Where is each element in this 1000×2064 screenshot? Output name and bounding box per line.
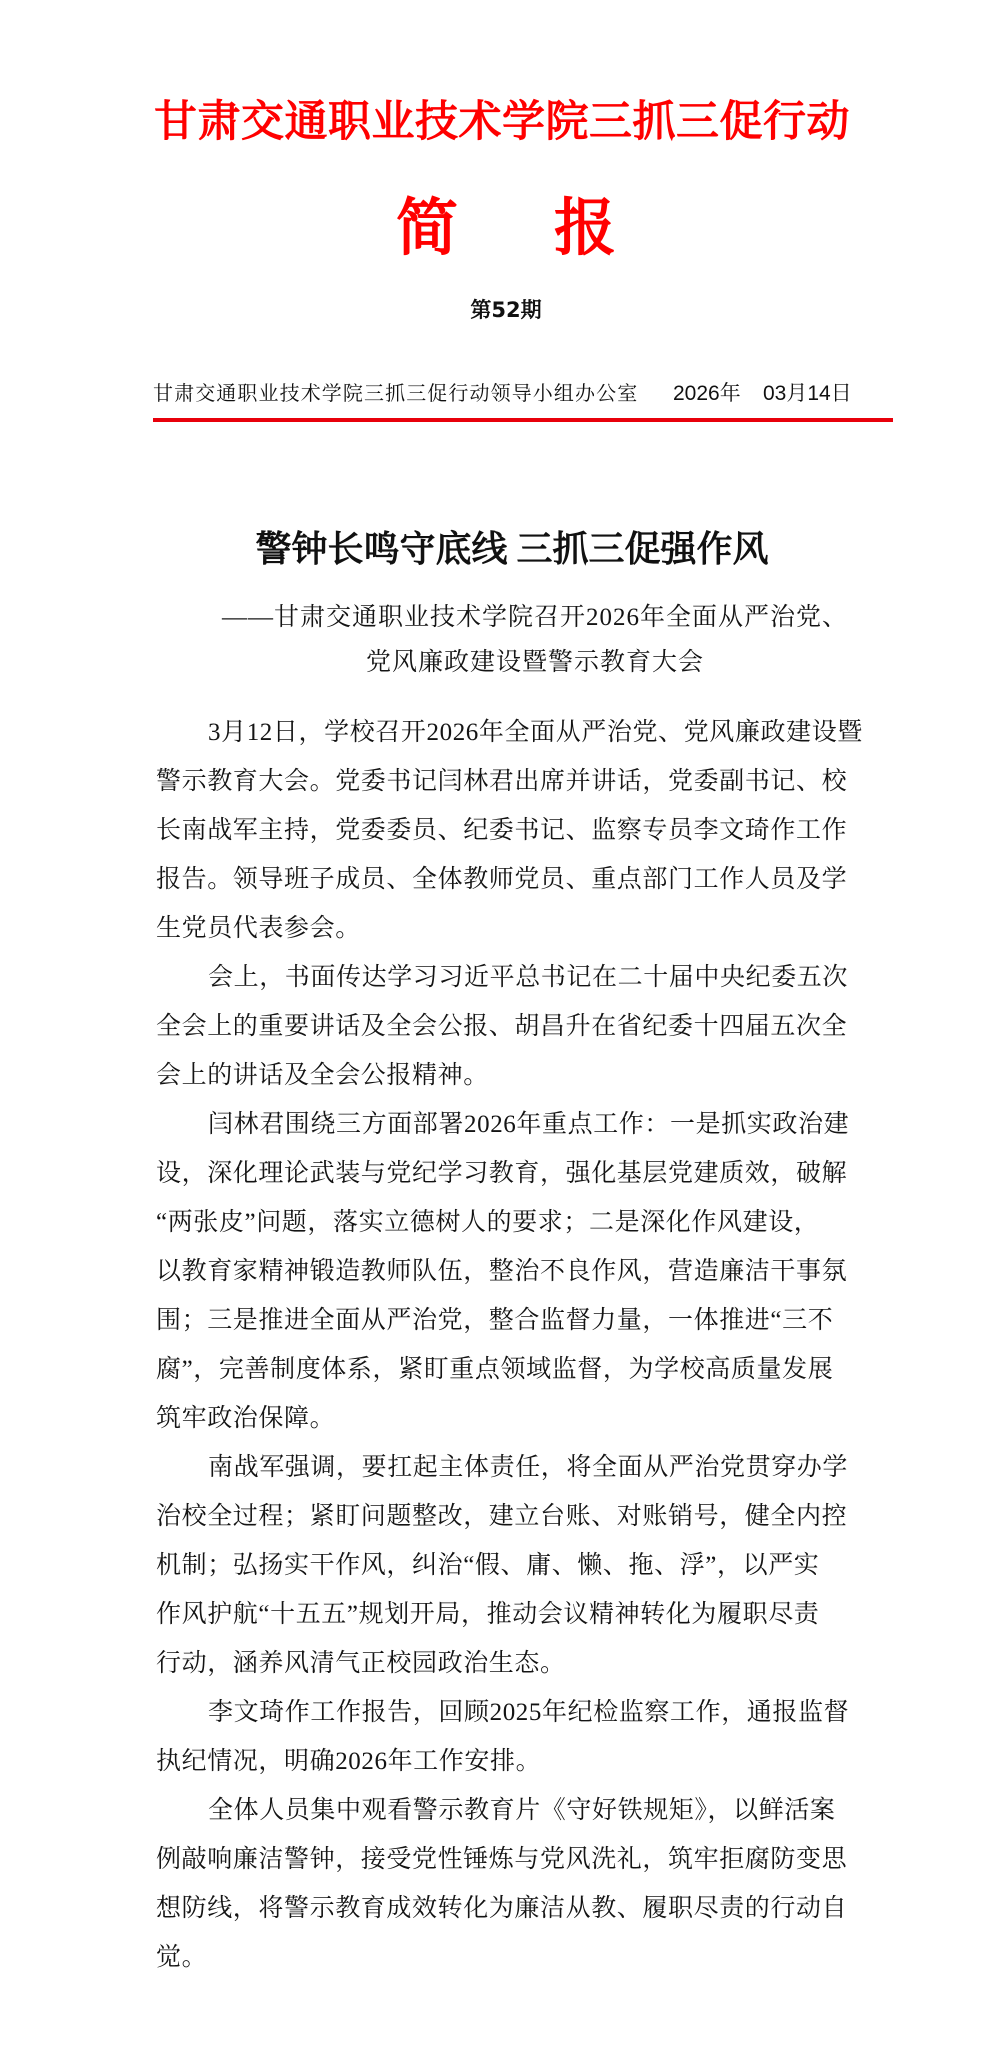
publish-date: 03月14日 [763, 382, 852, 405]
paragraph-line: 报告。领导班子成员、全体教师党员、重点部门工作人员及学 [156, 866, 848, 893]
masthead-title: 甘肃交通职业技术学院三抓三促行动 [154, 97, 850, 147]
paragraph [156, 953, 866, 1100]
paragraph-line: 南战军强调，要扛起主体责任，将全面从严治党贯穿办学 [208, 1454, 849, 1481]
paragraph-line: 作风护航“十五五”规划开局，推动会议精神转化为履职尽责 [156, 1601, 820, 1628]
issue-number: 第52期 [470, 298, 542, 322]
paragraph-line: 觉。 [156, 1944, 208, 1971]
paragraph-line: 例敲响廉洁警钟，接受党性锤炼与党风洗礼，筑牢拒腐防变思 [156, 1846, 848, 1873]
article-subtitle-line-2: 党风廉政建设暨警示教育大会 [365, 649, 704, 676]
paragraph-line: 行动，涵养风清气正校园政治生态。 [156, 1650, 566, 1677]
masthead-divider [153, 418, 893, 422]
paragraph-line: 机制；弘扬实干作风，纠治“假、庸、懒、拖、浮”，以严实 [156, 1552, 820, 1579]
paragraph-line: 全会上的重要讲话及全会公报、胡昌升在省纪委十四届五次全 [156, 1013, 848, 1040]
paragraph-line: 围；三是推进全面从严治党，整合监督力量，一体推进“三不 [156, 1307, 834, 1334]
paragraph [156, 1100, 866, 1443]
publish-year: 2026年 [673, 382, 741, 405]
paragraph-line: 以教育家精神锻造教师队伍，整治不良作风，营造廉洁干事氛 [156, 1258, 848, 1285]
masthead-brief-char-1: 简 [396, 191, 459, 264]
paragraph-line: 全体人员集中观看警示教育片《守好铁规矩》，以鲜活案 [208, 1797, 836, 1824]
paragraph-line: 筑牢政治保障。 [156, 1405, 336, 1432]
paragraph-line: 治校全过程；紧盯问题整改，建立台账、对账销号，健全内控 [156, 1503, 848, 1530]
paragraph-line: 生党员代表参会。 [156, 915, 361, 942]
paragraph-line: 会上的讲话及全会公报精神。 [156, 1062, 489, 1089]
article-body [156, 708, 866, 1982]
publisher-name: 甘肃交通职业技术学院三抓三促行动领导小组办公室 [153, 383, 639, 405]
paragraph-line: 李文琦作工作报告，回顾2025年纪检监察工作，通报监督 [208, 1699, 850, 1726]
article-subtitle-line-1: ——甘肃交通职业技术学院召开2026年全面从严治党、 [221, 604, 848, 631]
paragraph [156, 1688, 866, 1786]
paragraph-line: 想防线，将警示教育成效转化为廉洁从教、履职尽责的行动自 [156, 1895, 848, 1922]
paragraph-line: 长南战军主持，党委委员、纪委书记、监察专员李文琦作工作 [156, 817, 848, 844]
paragraph-line: 3月12日，学校召开2026年全面从严治党、党风廉政建设暨 [208, 719, 863, 746]
paragraph [156, 1786, 866, 1982]
paragraph-line: 会上，书面传达学习习近平总书记在二十届中央纪委五次 [208, 964, 849, 991]
paragraph [156, 1443, 866, 1688]
article-headline: 警钟长鸣守底线 三抓三促强作风 [255, 529, 769, 569]
paragraph-line: 闫林君围绕三方面部署2026年重点工作：一是抓实政治建 [208, 1111, 850, 1138]
paragraph-line: 腐”，完善制度体系，紧盯重点领域监督，为学校高质量发展 [156, 1356, 834, 1383]
paragraph-line: “两张皮”问题，落实立德树人的要求；二是深化作风建设， [156, 1209, 820, 1236]
paragraph-line: 执纪情况，明确2026年工作安排。 [156, 1748, 542, 1775]
paragraph-line: 设，深化理论武装与党纪学习教育，强化基层党建质效，破解 [156, 1160, 848, 1187]
masthead-brief-char-2: 报 [554, 191, 617, 264]
paragraph-line: 警示教育大会。党委书记闫林君出席并讲话，党委副书记、校 [156, 768, 848, 795]
paragraph [156, 708, 866, 953]
